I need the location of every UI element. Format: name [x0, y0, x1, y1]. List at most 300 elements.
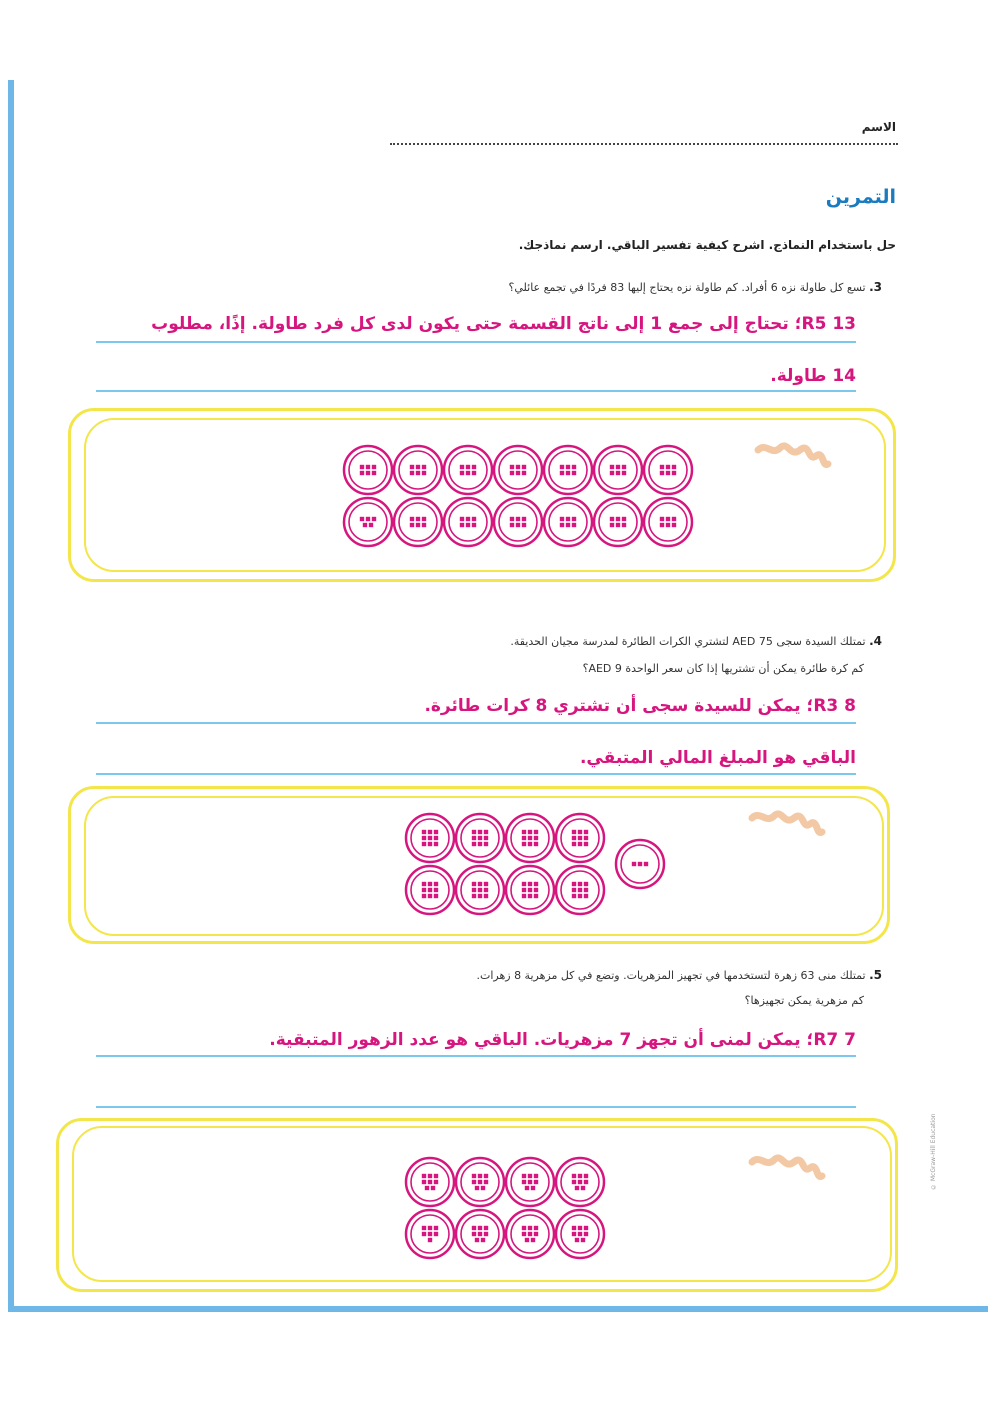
counter-dot [472, 1174, 476, 1178]
counter-dot [616, 465, 620, 469]
counter-dot [572, 842, 576, 846]
counter-inner-ring [349, 451, 387, 489]
counter-dot [422, 830, 426, 834]
counter-inner-ring [649, 451, 687, 489]
answer-4-line1: R3 8؛ يمكن للسيدة سجى أن تشتري 8 كرات طائرة. [424, 696, 856, 716]
counter-dot [516, 517, 520, 521]
counter-dot [422, 842, 426, 846]
counter-dot [472, 888, 476, 892]
counter-dot [584, 1232, 588, 1236]
counter-dot [560, 465, 564, 469]
counter-dot [472, 842, 476, 846]
counter-dot [572, 894, 576, 898]
counter-dot [584, 1180, 588, 1184]
counter-dot [422, 1232, 426, 1236]
counter-outer-ring [344, 446, 392, 494]
counter-outer-ring [594, 446, 642, 494]
counter-dot [566, 471, 570, 475]
counter-dot [528, 1232, 532, 1236]
counter-dot [531, 1186, 535, 1190]
counter-dot [578, 1226, 582, 1230]
counter-dot [478, 1232, 482, 1236]
counter-dot [632, 862, 636, 866]
doodle-decoration [752, 814, 822, 833]
counter-dot [484, 1174, 488, 1178]
question-text: تسع كل طاولة نزه 6 أفراد. كم طاولة نزه يحتاج إليها 83 فردًا في تجمع عائلي؟ [508, 281, 866, 294]
counter-dot [434, 882, 438, 886]
group-counter [644, 446, 692, 494]
counter-dot [528, 1174, 532, 1178]
counter-dot [516, 465, 520, 469]
counter-dot [572, 1232, 576, 1236]
counter-dot [575, 1238, 579, 1242]
counter-outer-ring [444, 498, 492, 546]
counter-dot [484, 882, 488, 886]
counter-dot [360, 517, 364, 521]
counter-outer-ring [494, 446, 542, 494]
group-counter [494, 498, 542, 546]
counter-dot [672, 465, 676, 469]
question-5-line2: كم مزهرية يمكن تجهيزها؟ [744, 994, 864, 1007]
counter-dot [484, 888, 488, 892]
counter-dot [410, 465, 414, 469]
group-counter [506, 1158, 554, 1206]
counter-dot [572, 1226, 576, 1230]
counter-outer-ring [544, 446, 592, 494]
counter-dot [472, 471, 476, 475]
counter-inner-ring [599, 503, 637, 541]
counter-dot [578, 1232, 582, 1236]
counter-dot [460, 471, 464, 475]
counter-dot [428, 836, 432, 840]
counter-dot [572, 517, 576, 521]
counter-dot [422, 523, 426, 527]
group-counter [456, 1210, 504, 1258]
counter-dot [372, 471, 376, 475]
counter-dot [360, 465, 364, 469]
counter-dot [572, 1180, 576, 1184]
counter-dot [531, 1238, 535, 1242]
section-title: التمرين [825, 186, 896, 208]
counter-dot [622, 471, 626, 475]
counter-outer-ring [644, 446, 692, 494]
counter-dot [431, 1186, 435, 1190]
counter-dot [581, 1186, 585, 1190]
counter-dot [584, 894, 588, 898]
answer-3-line2: 14 طاولة. [770, 366, 856, 386]
answer-3-line1: R5 13؛ تحتاج إلى جمع 1 إلى ناتج القسمة حتى يكون لدى كل فرد طاولة. إذًا، مطلوب [151, 314, 856, 334]
counter-dot [478, 882, 482, 886]
counter-outer-ring [644, 498, 692, 546]
group-counter [444, 498, 492, 546]
group-counter [556, 1158, 604, 1206]
counter-dot [522, 888, 526, 892]
counter-dot [410, 523, 414, 527]
counter-dot [575, 1186, 579, 1190]
counter-dot [578, 1174, 582, 1178]
counter-dot [528, 842, 532, 846]
counter-dot [428, 1238, 432, 1242]
group-counter [544, 498, 592, 546]
counter-dot [572, 830, 576, 834]
counter-dot [584, 888, 588, 892]
counter-inner-ring [499, 503, 537, 541]
counter-dot [360, 471, 364, 475]
counter-dot [534, 830, 538, 834]
counter-inner-ring [499, 451, 537, 489]
doodle-decoration [758, 446, 828, 465]
counter-dot [622, 517, 626, 521]
counter-inner-ring [399, 503, 437, 541]
counter-dot [534, 894, 538, 898]
counter-dot [422, 894, 426, 898]
counter-dot [460, 523, 464, 527]
remainder-counter [616, 840, 664, 888]
counter-dot [522, 1174, 526, 1178]
group-counter [544, 446, 592, 494]
counter-dot [560, 471, 564, 475]
counter-dot [522, 830, 526, 834]
counter-dot [428, 1226, 432, 1230]
counter-dot [672, 523, 676, 527]
counter-dot [478, 836, 482, 840]
counter-dot [428, 894, 432, 898]
counter-dot [416, 523, 420, 527]
counter-dot [434, 888, 438, 892]
counter-dot [428, 1232, 432, 1236]
counter-dot [516, 471, 520, 475]
counter-dot [510, 523, 514, 527]
counter-dot [672, 517, 676, 521]
counter-inner-ring [549, 451, 587, 489]
counter-dot [484, 842, 488, 846]
counter-dot [428, 888, 432, 892]
counter-dot [584, 1226, 588, 1230]
counter-outer-ring [544, 498, 592, 546]
counter-dot [666, 471, 670, 475]
counter-dot [528, 1226, 532, 1230]
counter-dot [372, 517, 376, 521]
counter-dot [434, 836, 438, 840]
counter-dot [584, 1174, 588, 1178]
counter-dot [534, 1180, 538, 1184]
counter-dot [584, 842, 588, 846]
counter-dot [672, 471, 676, 475]
counter-dot [472, 836, 476, 840]
counter-outer-ring [394, 446, 442, 494]
counter-dot [472, 1180, 476, 1184]
counter-dot [472, 1232, 476, 1236]
group-counter [644, 498, 692, 546]
group-counter [456, 814, 504, 862]
counter-dot [522, 517, 526, 521]
counter-dot [475, 1238, 479, 1242]
counter-dot [478, 888, 482, 892]
counter-dot [422, 1180, 426, 1184]
counter-dot [660, 517, 664, 521]
counter-dot [434, 1226, 438, 1230]
counter-dot [422, 836, 426, 840]
counter-dot [528, 1180, 532, 1184]
counter-inner-ring [349, 503, 387, 541]
question-text: تمتلك السيدة سجى AED 75 لتشتري الكرات الطائرة لمدرسة مجيان الحديقة. [510, 635, 866, 648]
counter-dot [578, 882, 582, 886]
counter-dot [472, 1226, 476, 1230]
counter-inner-ring [649, 503, 687, 541]
counter-dot [534, 1226, 538, 1230]
counter-dot [466, 471, 470, 475]
counter-dot [572, 465, 576, 469]
counter-dot [434, 1174, 438, 1178]
counter-outer-ring [594, 498, 642, 546]
counter-dot [581, 1238, 585, 1242]
counter-dot [610, 523, 614, 527]
name-label: الاسم [861, 120, 896, 134]
group-counter [556, 1210, 604, 1258]
group-counter [506, 866, 554, 914]
counter-dot [416, 471, 420, 475]
counter-dot [522, 842, 526, 846]
counter-dot [484, 1180, 488, 1184]
counter-dot [466, 465, 470, 469]
counter-dot [475, 1186, 479, 1190]
counter-inner-ring [449, 503, 487, 541]
counter-dot [534, 888, 538, 892]
counter-dot [472, 894, 476, 898]
counter-dot [484, 1226, 488, 1230]
counter-dot [481, 1186, 485, 1190]
counter-dot [616, 523, 620, 527]
counter-dot [416, 517, 420, 521]
counter-dot [578, 830, 582, 834]
counter-dot [366, 465, 370, 469]
question-number: 4. [869, 634, 882, 648]
question-number: 3. [869, 280, 882, 294]
counter-dot [534, 842, 538, 846]
counter-dot [522, 523, 526, 527]
counter-dot [584, 882, 588, 886]
question-4-line2: كم كرة طائرة يمكن أن تشتريها إذا كان سعر الواحدة AED 9؟ [582, 662, 864, 675]
counter-dot [434, 830, 438, 834]
counter-dot [428, 882, 432, 886]
counter-dot [410, 517, 414, 521]
counter-outer-ring [494, 498, 542, 546]
counter-dot [472, 882, 476, 886]
counter-dot [416, 465, 420, 469]
counter-dot [578, 842, 582, 846]
group-counter [594, 446, 642, 494]
group-counter [344, 446, 392, 494]
counter-dot [522, 471, 526, 475]
counter-dot [522, 894, 526, 898]
question-text: تمتلك منى 63 زهرة لتستخدمها في تجهيز المزهريات. وتضع في كل مزهرية 8 زهرات. [476, 969, 866, 982]
counter-dot [522, 1226, 526, 1230]
answer-5-line1: R7 7؛ يمكن لمنى أن تجهز 7 مزهريات. الباقي هو عدد الزهور المتبقية. [269, 1030, 856, 1050]
counter-dot [578, 1180, 582, 1184]
group-counter [406, 1158, 454, 1206]
counter-outer-ring [344, 498, 392, 546]
counter-dot [560, 517, 564, 521]
counter-dot [528, 888, 532, 892]
counter-dot [572, 882, 576, 886]
counter-dot [434, 894, 438, 898]
group-counter [494, 446, 542, 494]
counter-dot [528, 882, 532, 886]
counter-dot [484, 894, 488, 898]
counter-dot [484, 1232, 488, 1236]
counter-dot [560, 523, 564, 527]
counter-dot [422, 471, 426, 475]
counter-dot [434, 1180, 438, 1184]
counter-dot [610, 465, 614, 469]
remainder-counter [406, 1210, 454, 1258]
counter-dot [578, 888, 582, 892]
counter-dot [428, 830, 432, 834]
counter-dot [534, 1174, 538, 1178]
counter-dot [522, 836, 526, 840]
counter-dot [610, 471, 614, 475]
counter-dot [422, 465, 426, 469]
counter-dot [528, 836, 532, 840]
counter-dot [478, 1226, 482, 1230]
counter-dot [572, 523, 576, 527]
counter-inner-ring [599, 451, 637, 489]
counter-dot [660, 465, 664, 469]
counter-dot [572, 888, 576, 892]
counter-dot [644, 862, 648, 866]
counter-dot [516, 523, 520, 527]
counter-dot [472, 465, 476, 469]
counter-dot [666, 465, 670, 469]
counter-dot [522, 465, 526, 469]
counter-dot [572, 471, 576, 475]
counter-inner-ring [449, 451, 487, 489]
group-counter [456, 1158, 504, 1206]
counter-dot [425, 1186, 429, 1190]
counter-dot [422, 1174, 426, 1178]
counter-dot [478, 842, 482, 846]
counter-dot [422, 888, 426, 892]
counter-dot [460, 465, 464, 469]
counter-dot [472, 523, 476, 527]
group-counter [594, 498, 642, 546]
counter-outer-ring [444, 446, 492, 494]
counter-dot [666, 523, 670, 527]
answer-4-line2: الباقي هو المبلغ المالي المتبقي. [579, 748, 856, 768]
counter-dot [638, 862, 642, 866]
counter-dot [478, 1174, 482, 1178]
group-counter [506, 814, 554, 862]
counter-dot [366, 517, 370, 521]
counter-dot [525, 1186, 529, 1190]
group-counter [444, 446, 492, 494]
counter-dot [363, 523, 367, 527]
counter-dot [566, 465, 570, 469]
remainder-counter [344, 498, 392, 546]
counter-dot [422, 882, 426, 886]
counter-dot [484, 836, 488, 840]
counter-dot [566, 517, 570, 521]
counter-dot [528, 830, 532, 834]
counter-dot [528, 894, 532, 898]
counter-dot [434, 842, 438, 846]
copyright-note: © McGraw-Hill Education [930, 1113, 937, 1190]
counter-dot [534, 1232, 538, 1236]
counter-dot [410, 471, 414, 475]
counter-dot [584, 830, 588, 834]
counter-dot [478, 894, 482, 898]
counter-dot [610, 517, 614, 521]
counter-dot [481, 1238, 485, 1242]
group-counter [556, 814, 604, 862]
counter-dot [534, 836, 538, 840]
counter-dot [525, 1238, 529, 1242]
counter-dot [428, 842, 432, 846]
instructions: حل باستخدام النماذج. اشرح كيفية تفسير الباقي. ارسم نماذجك. [518, 238, 896, 252]
counter-dot [622, 523, 626, 527]
group-counter [456, 866, 504, 914]
counter-dot [422, 517, 426, 521]
counter-dot [472, 517, 476, 521]
counter-dot [572, 836, 576, 840]
counter-dot [660, 523, 664, 527]
counter-dot [510, 471, 514, 475]
counter-dot [472, 830, 476, 834]
counter-dot [478, 830, 482, 834]
counter-dot [428, 1180, 432, 1184]
counter-dot [369, 523, 373, 527]
counter-dot [534, 882, 538, 886]
counter-dot [422, 1226, 426, 1230]
counter-dot [522, 1232, 526, 1236]
counter-dot [510, 465, 514, 469]
counter-inner-ring [399, 451, 437, 489]
counter-dot [366, 471, 370, 475]
doodle-decoration [752, 1158, 822, 1177]
counter-dot [460, 517, 464, 521]
group-counter [394, 498, 442, 546]
counter-dot [578, 894, 582, 898]
counter-dot [372, 465, 376, 469]
counter-dot [616, 517, 620, 521]
counter-outer-ring [394, 498, 442, 546]
question-number: 5. [869, 968, 882, 982]
counter-dot [466, 523, 470, 527]
counter-dot [428, 1174, 432, 1178]
counter-dot [660, 471, 664, 475]
group-counter [556, 866, 604, 914]
counter-dot [572, 1174, 576, 1178]
counter-dot [522, 1180, 526, 1184]
counter-dot [478, 1180, 482, 1184]
group-counter [406, 866, 454, 914]
counter-dot [510, 517, 514, 521]
counter-dot [616, 471, 620, 475]
counter-dot [666, 517, 670, 521]
counter-dot [466, 517, 470, 521]
counter-dot [578, 836, 582, 840]
counter-dot [566, 523, 570, 527]
group-counter [406, 814, 454, 862]
group-counter [394, 446, 442, 494]
counter-dot [484, 830, 488, 834]
counter-inner-ring [549, 503, 587, 541]
counter-dot [522, 882, 526, 886]
counter-dot [584, 836, 588, 840]
counter-dot [434, 1232, 438, 1236]
group-counter [506, 1210, 554, 1258]
counter-dot [622, 465, 626, 469]
